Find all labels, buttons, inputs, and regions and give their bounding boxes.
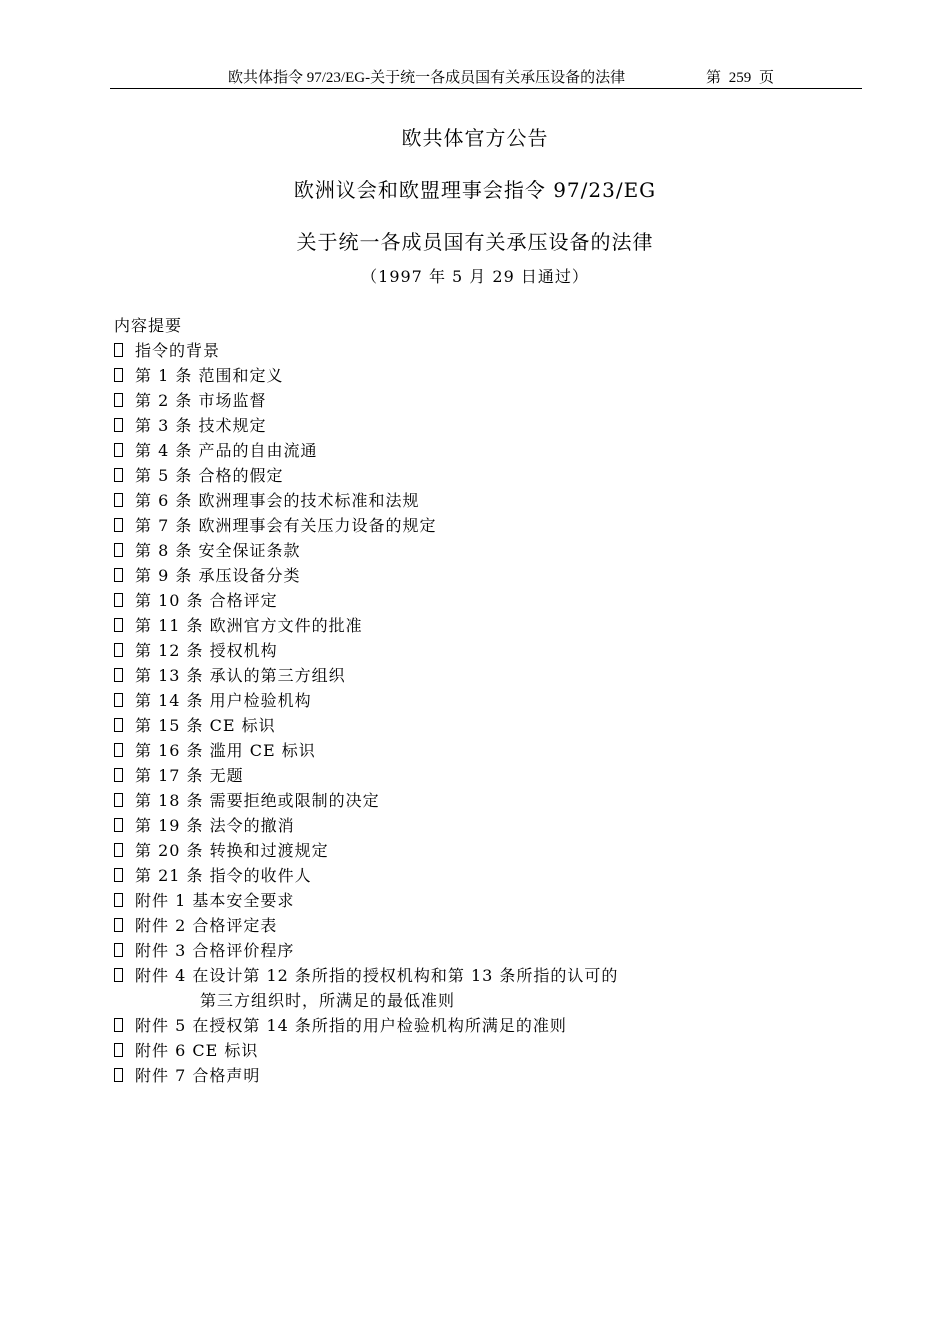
toc-item-text-wrap bbox=[135, 338, 220, 363]
toc-item-label: 附件 3 合格评价程序 bbox=[135, 941, 295, 960]
header-doc-title: 欧共体指令 97/23/EG-关于统一各成员国有关承压设备的法律 bbox=[228, 70, 626, 86]
checkbox-bullet-icon bbox=[114, 393, 123, 407]
checkbox-bullet-icon bbox=[114, 468, 123, 482]
toc-item-text-wrap bbox=[135, 913, 277, 938]
checkbox-bullet-icon bbox=[114, 518, 123, 532]
toc-item-label: 第 21 条 指令的收件人 bbox=[135, 866, 312, 885]
checkbox-bullet-icon bbox=[114, 718, 123, 732]
checkbox-bullet-icon bbox=[114, 743, 123, 757]
toc-item bbox=[114, 938, 618, 963]
toc-item-text-wrap bbox=[135, 813, 295, 838]
toc-item-label: 第 2 条 市场监督 bbox=[135, 391, 267, 410]
toc-item-label: 附件 2 合格评定表 bbox=[135, 916, 278, 935]
toc-item bbox=[114, 588, 618, 613]
toc-item bbox=[114, 1038, 618, 1063]
checkbox-bullet-icon bbox=[114, 343, 123, 357]
toc-item-text-wrap bbox=[135, 463, 283, 488]
toc-item-label: 指令的背景 bbox=[135, 341, 221, 360]
toc-item-text-wrap bbox=[135, 388, 266, 413]
toc-item-label: 第 10 条 合格评定 bbox=[135, 591, 278, 610]
toc-item-text-wrap bbox=[135, 413, 266, 438]
publication-title: 欧共体官方公告 bbox=[401, 126, 549, 150]
toc-item-label: 第 5 条 合格的假定 bbox=[135, 466, 284, 485]
toc-item bbox=[114, 738, 618, 763]
toc-item bbox=[114, 563, 618, 588]
checkbox-bullet-icon bbox=[114, 1068, 123, 1082]
checkbox-bullet-icon bbox=[114, 668, 123, 682]
toc-item bbox=[114, 663, 618, 688]
checkbox-bullet-icon bbox=[114, 593, 123, 607]
running-header bbox=[110, 66, 862, 89]
toc-item bbox=[114, 1063, 618, 1088]
toc-item-text-wrap bbox=[135, 1063, 260, 1088]
toc-item bbox=[114, 538, 618, 563]
toc-item bbox=[114, 463, 618, 488]
toc-item bbox=[114, 863, 618, 888]
toc-item-label: 第 14 条 用户检验机构 bbox=[135, 691, 312, 710]
toc-item-text-wrap bbox=[135, 863, 312, 888]
checkbox-bullet-icon bbox=[114, 793, 123, 807]
checkbox-bullet-icon bbox=[114, 918, 123, 932]
checkbox-bullet-icon bbox=[114, 1018, 123, 1032]
toc-item bbox=[114, 963, 618, 1013]
toc-item bbox=[114, 363, 618, 388]
toc-item bbox=[114, 513, 618, 538]
checkbox-bullet-icon bbox=[114, 543, 123, 557]
toc-item bbox=[114, 838, 618, 863]
checkbox-bullet-icon bbox=[114, 768, 123, 782]
toc-heading: 内容提要 bbox=[114, 316, 183, 335]
checkbox-bullet-icon bbox=[114, 643, 123, 657]
toc-item-text-wrap bbox=[135, 563, 300, 588]
toc-item-label: 第 6 条 欧洲理事会的技术标准和法规 bbox=[135, 491, 420, 510]
toc-item-label-continuation: 第三方组织时，所满足的最低准则 bbox=[200, 991, 456, 1010]
toc-item bbox=[114, 913, 618, 938]
toc-item-text-wrap bbox=[135, 638, 278, 663]
checkbox-bullet-icon bbox=[114, 368, 123, 382]
toc-item bbox=[114, 888, 618, 913]
toc-item-label: 第 15 条 CE 标识 bbox=[135, 716, 276, 735]
toc-item-label: 第 12 条 授权机构 bbox=[135, 641, 278, 660]
toc-item-text-wrap bbox=[135, 713, 276, 738]
toc-item bbox=[114, 763, 618, 788]
toc-item-text-wrap bbox=[135, 838, 329, 863]
toc-item-label: 第 20 条 转换和过渡规定 bbox=[135, 841, 329, 860]
toc-item-text-wrap bbox=[135, 538, 300, 563]
toc-item-text-wrap bbox=[135, 688, 312, 713]
toc-item-label: 第 3 条 技术规定 bbox=[135, 416, 267, 435]
toc-item-label: 第 16 条 滥用 CE 标识 bbox=[135, 741, 316, 760]
checkbox-bullet-icon bbox=[114, 818, 123, 832]
toc-item-label: 第 9 条 承压设备分类 bbox=[135, 566, 301, 585]
toc-item-label: 附件 7 合格声明 bbox=[135, 1066, 261, 1085]
toc-item bbox=[114, 638, 618, 663]
toc-item-label: 附件 6 CE 标识 bbox=[135, 1041, 259, 1060]
checkbox-bullet-icon bbox=[114, 893, 123, 907]
toc-item bbox=[114, 413, 618, 438]
toc-item bbox=[114, 438, 618, 463]
header-page-number: 第 259 页 bbox=[706, 70, 775, 86]
toc-item-text-wrap bbox=[135, 488, 419, 513]
toc-list bbox=[114, 338, 618, 1088]
toc-item-text-wrap bbox=[135, 1038, 258, 1063]
toc-item-text-wrap bbox=[135, 588, 278, 613]
toc-item-text-wrap bbox=[135, 963, 618, 1013]
checkbox-bullet-icon bbox=[114, 493, 123, 507]
checkbox-bullet-icon bbox=[114, 943, 123, 957]
toc-item bbox=[114, 388, 618, 413]
toc-item bbox=[114, 488, 618, 513]
toc-item-text-wrap bbox=[135, 763, 244, 788]
checkbox-bullet-icon bbox=[114, 843, 123, 857]
checkbox-bullet-icon bbox=[114, 968, 123, 982]
table-of-contents bbox=[114, 313, 618, 1088]
toc-item-text-wrap bbox=[135, 613, 363, 638]
checkbox-bullet-icon bbox=[114, 568, 123, 582]
directive-title: 欧洲议会和欧盟理事会指令 97/23/EG bbox=[293, 178, 657, 202]
toc-item bbox=[114, 813, 618, 838]
checkbox-bullet-icon bbox=[114, 1043, 123, 1057]
checkbox-bullet-icon bbox=[114, 693, 123, 707]
checkbox-bullet-icon bbox=[114, 868, 123, 882]
toc-item-text-wrap bbox=[135, 438, 317, 463]
toc-item-label: 第 11 条 欧洲官方文件的批准 bbox=[135, 616, 363, 635]
toc-item-label: 附件 4 在设计第 12 条所指的授权机构和第 13 条所指的认可的 bbox=[135, 966, 619, 985]
toc-item-text-wrap bbox=[135, 663, 346, 688]
toc-item-text-wrap bbox=[135, 513, 436, 538]
toc-item-text-wrap bbox=[135, 363, 283, 388]
toc-item-label: 第 18 条 需要拒绝或限制的决定 bbox=[135, 791, 380, 810]
toc-item bbox=[114, 1013, 618, 1038]
toc-item-label: 第 7 条 欧洲理事会有关压力设备的规定 bbox=[135, 516, 437, 535]
toc-item-label: 第 13 条 承认的第三方组织 bbox=[135, 666, 346, 685]
toc-item-label: 第 1 条 范围和定义 bbox=[135, 366, 284, 385]
toc-item bbox=[114, 688, 618, 713]
toc-item-text-wrap bbox=[135, 888, 294, 913]
directive-subject: 关于统一各成员国有关承压设备的法律 bbox=[296, 230, 654, 254]
toc-item bbox=[114, 713, 618, 738]
toc-item bbox=[114, 338, 618, 363]
toc-item-label: 第 17 条 无题 bbox=[135, 766, 244, 785]
toc-item-label: 附件 5 在授权第 14 条所指的用户检验机构所满足的准则 bbox=[135, 1016, 567, 1035]
toc-item-text-wrap bbox=[135, 788, 380, 813]
toc-item-label: 第 19 条 法令的撤消 bbox=[135, 816, 295, 835]
checkbox-bullet-icon bbox=[114, 443, 123, 457]
checkbox-bullet-icon bbox=[114, 418, 123, 432]
toc-item-text-wrap bbox=[135, 738, 316, 763]
toc-item-label: 附件 1 基本安全要求 bbox=[135, 891, 295, 910]
toc-item-text-wrap bbox=[135, 938, 294, 963]
toc-item-label: 第 8 条 安全保证条款 bbox=[135, 541, 301, 560]
adoption-date: （1997 年 5 月 29 日通过） bbox=[361, 267, 589, 286]
checkbox-bullet-icon bbox=[114, 618, 123, 632]
toc-item-label: 第 4 条 产品的自由流通 bbox=[135, 441, 318, 460]
toc-item-text-wrap bbox=[135, 1013, 567, 1038]
toc-item bbox=[114, 788, 618, 813]
toc-item bbox=[114, 613, 618, 638]
